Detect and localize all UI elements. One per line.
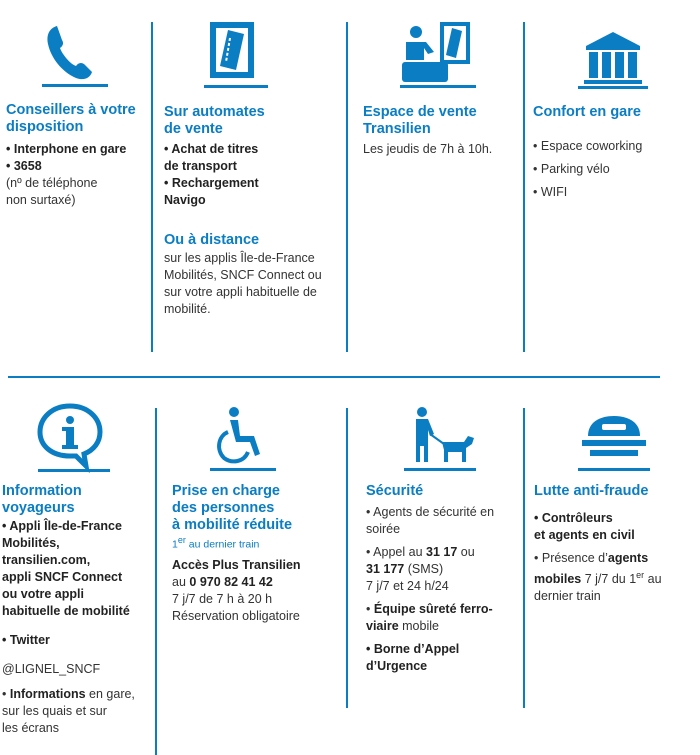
fraud-title: Lutte anti-fraude (534, 483, 649, 499)
list-item: • Twitter (2, 633, 50, 647)
comfort-body (533, 138, 693, 207)
guard-dog-icon (400, 404, 480, 474)
list-item: • 3658 (6, 159, 42, 173)
info-body: • Appli Île-de-France Mobilités, transilien.com, appli SNCF Connect ou votre appli habituelle de mobilité • Twitter @LIGNEL_SNCF • Informations en gare, sur les quais et sur les écrans (2, 518, 154, 737)
sales-hours: Les jeudis de 7h à 10h. (363, 142, 493, 156)
list-item: • Appli Île-de-France (2, 519, 122, 533)
list-item: • Interphone en gare (6, 142, 127, 156)
divider (346, 408, 348, 708)
advisors-body: • Interphone en gare • 3658 (nº de téléphone non surtaxé) (6, 141, 151, 209)
phone-number: 0 970 82 41 42 (189, 575, 273, 589)
vending-body: • Achat de titres de transport • Rechargement Navigo (164, 141, 344, 209)
security-body: • Agents de sécurité en soirée • Appel au 31 17 ou 31 177 (SMS) 7 j/7 et 24 h/24 • Équipe sûreté ferro- viaire mobile • Borne d’Appel d’Urgence (366, 504, 522, 675)
list-item: • Appel au 31 17 ou (366, 545, 475, 559)
divider (523, 22, 525, 352)
list-item: • Contrôleurs (534, 511, 613, 525)
phone-icon (32, 20, 112, 90)
remote-subtitle: Ou à distance (164, 232, 260, 248)
list-item: • Présence d’agents (534, 551, 649, 565)
security-title: Sécurité (366, 483, 424, 499)
list-item: • Équipe sûreté ferro- (366, 602, 493, 616)
list-item: • Parking vélo (533, 162, 610, 176)
sales-desk-icon (398, 18, 478, 90)
section-divider (8, 376, 660, 378)
list-item: • Espace coworking (533, 139, 643, 153)
list-item: • Borne d’Appel (366, 642, 460, 656)
pmr-title: Prise en charge des personnes à mobilité réduite (172, 483, 293, 533)
twitter-handle: @LIGNEL_SNCF (2, 662, 101, 676)
list-item: • Achat de titres (164, 142, 259, 156)
pmr-subtitle: 1er au dernier train (172, 535, 260, 551)
divider (346, 22, 348, 352)
station-building-icon (578, 26, 648, 90)
list-item: • Informations en gare, (2, 687, 135, 701)
fraud-body: • Contrôleurs et agents en civil • Présence d’agents mobiles 7 j/7 du 1er au dernier train (534, 510, 696, 605)
comfort-title: Confort en gare (533, 104, 641, 120)
pmr-body: Accès Plus Transilien au 0 970 82 41 42 7 j/7 de 7 h à 20 h Réservation obligatoire (172, 558, 301, 623)
ticket-machine-icon (200, 18, 270, 90)
advisors-title: Conseillers à votre disposition (6, 102, 136, 135)
divider (155, 408, 157, 755)
fraud-control-icon (576, 410, 652, 474)
list-item: • Agents de sécurité en (366, 505, 495, 519)
list-item: • WIFI (533, 185, 568, 199)
list-item: • Rechargement (164, 176, 259, 190)
info-bubble-icon (32, 402, 112, 474)
info-title: Information voyageurs (2, 483, 82, 516)
remote-body: sur les applis Île-de-France Mobilités, SNCF Connect ou sur votre appli habituelle de mobilité. (164, 251, 322, 316)
wheelchair-icon (208, 404, 278, 474)
vending-title: Sur automates de vente (164, 104, 265, 137)
sales-title: Espace de vente Transilien (363, 104, 477, 137)
divider (523, 408, 525, 708)
divider (151, 22, 153, 352)
